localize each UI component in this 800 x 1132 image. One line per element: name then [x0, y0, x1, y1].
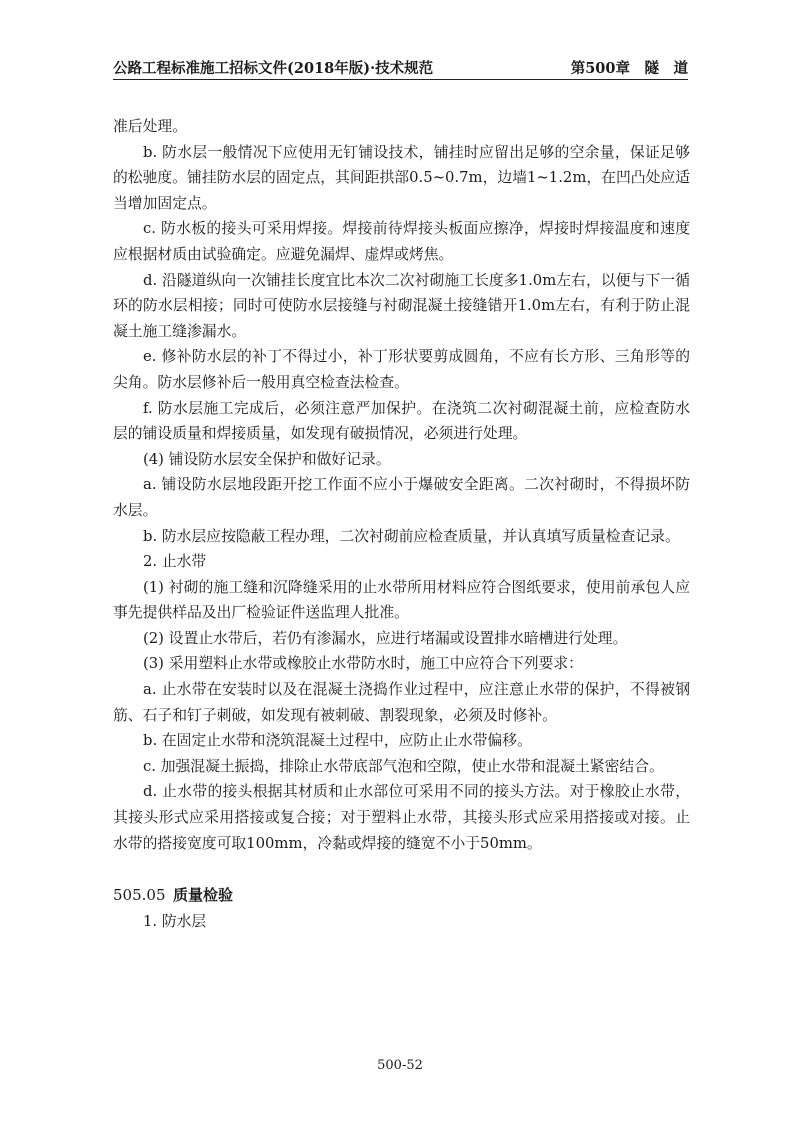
- paragraph-item-a: a. 铺设防水层地段距开挖工作面不应小于爆破安全距离。二次衬砌时，不得损坏防水层。: [113, 476, 690, 519]
- header-divider: [113, 79, 688, 80]
- paragraph-item-b: b. 防水层一般情况下应使用无钉铺设技术，铺挂时应留出足够的空余量，保证足够的松驰度。铺挂防水层的固定点，其间距拱部0.5~0.7m，边墙1~1.2m，在凹凸处应适当增加固定点。: [113, 143, 690, 212]
- header-document-title: 公路工程标准施工招标文件(2018年版)·技术规范: [113, 60, 434, 77]
- paragraph-item-d: d. 沿隧道纵向一次铺挂长度宜比本次二次衬砌施工长度多1.0m左右，以便与下一循环的防水层相接；同时可使防水层接缝与衬砌混凝土接缝错开1.0m左右，有利于防止混凝土施工缝渗漏水。: [113, 271, 690, 340]
- section-number: 505.05: [113, 886, 166, 905]
- paragraph-item-3: (3) 采用塑料止水带或橡胶止水带防水时，施工中应符合下列要求：: [143, 655, 583, 673]
- paragraph-item-a: a. 止水带在安装时以及在混凝土浇捣作业过程中，应注意止水带的保护，不得被钢筋、石子和钉子刺破，如发现有被刺破、割裂现象，必须及时修补。: [113, 681, 690, 724]
- paragraph-item-c: c. 防水板的接头可采用焊接。焊接前待焊接头板面应擦净，焊接时焊接温度和速度应根据材质由试验确定。应避免漏焊、虚焊或烤焦。: [113, 220, 690, 263]
- header-chapter-title: 第500章 隧 道: [570, 60, 688, 77]
- paragraph-item-c: c. 加强混凝土振捣，排除止水带底部气泡和空隙，使止水带和混凝土紧密结合。: [143, 757, 664, 775]
- section-title: 质量检验: [173, 886, 234, 905]
- paragraph-continuation: 准后处理。: [113, 118, 187, 135]
- subheading-waterproof-layer: 1. 防水层: [143, 912, 207, 930]
- page-header: [113, 57, 688, 79]
- page-body: [113, 114, 690, 934]
- paragraph-item-e: e. 修补防水层的补丁不得过小，补丁形状要剪成圆角，不应有长方形、三角形等的尖角。防水层修补后一般用真空检查法检查。: [113, 348, 690, 391]
- paragraph-item-b: b. 在固定止水带和浇筑混凝土过程中，应防止止水带偏移。: [143, 732, 532, 750]
- paragraph-item-b: b. 防水层应按隐蔽工程办理，二次衬砌前应检查质量，并认真填写质量检查记录。: [143, 527, 680, 545]
- paragraph-item-4: (4) 铺设防水层安全保护和做好记录。: [143, 450, 391, 468]
- paragraph-item-2: (2) 设置止水带后，若仍有渗漏水，应进行堵漏或设置排水暗槽进行处理。: [143, 629, 628, 647]
- page-number: 500-52: [377, 1058, 423, 1073]
- paragraph-item-1: (1) 衬砌的施工缝和沉降缝采用的止水带所用材料应符合图纸要求，使用前承包人应事先提供样品及出厂检验证件送监理人批准。: [113, 578, 690, 622]
- section-heading: [113, 883, 690, 909]
- paragraph-item-d: d. 止水带的接头根据其材质和止水部位可采用不同的接头方法。对于橡胶止水带，其接头形式应采用搭接或复合接；对于塑料止水带，其接头形式应采用搭接或对接。止水带的搭接宽度可取100mm，冷黏或焊接的缝宽不小于50mm。: [113, 783, 690, 852]
- subheading-waterstop: 2. 止水带: [143, 553, 207, 571]
- paragraph-item-f: f. 防水层施工完成后，必须注意严加保护。在浇筑二次衬砌混凝土前，应检查防水层的铺设质量和焊接质量，如发现有破损情况，必须进行处理。: [113, 399, 690, 443]
